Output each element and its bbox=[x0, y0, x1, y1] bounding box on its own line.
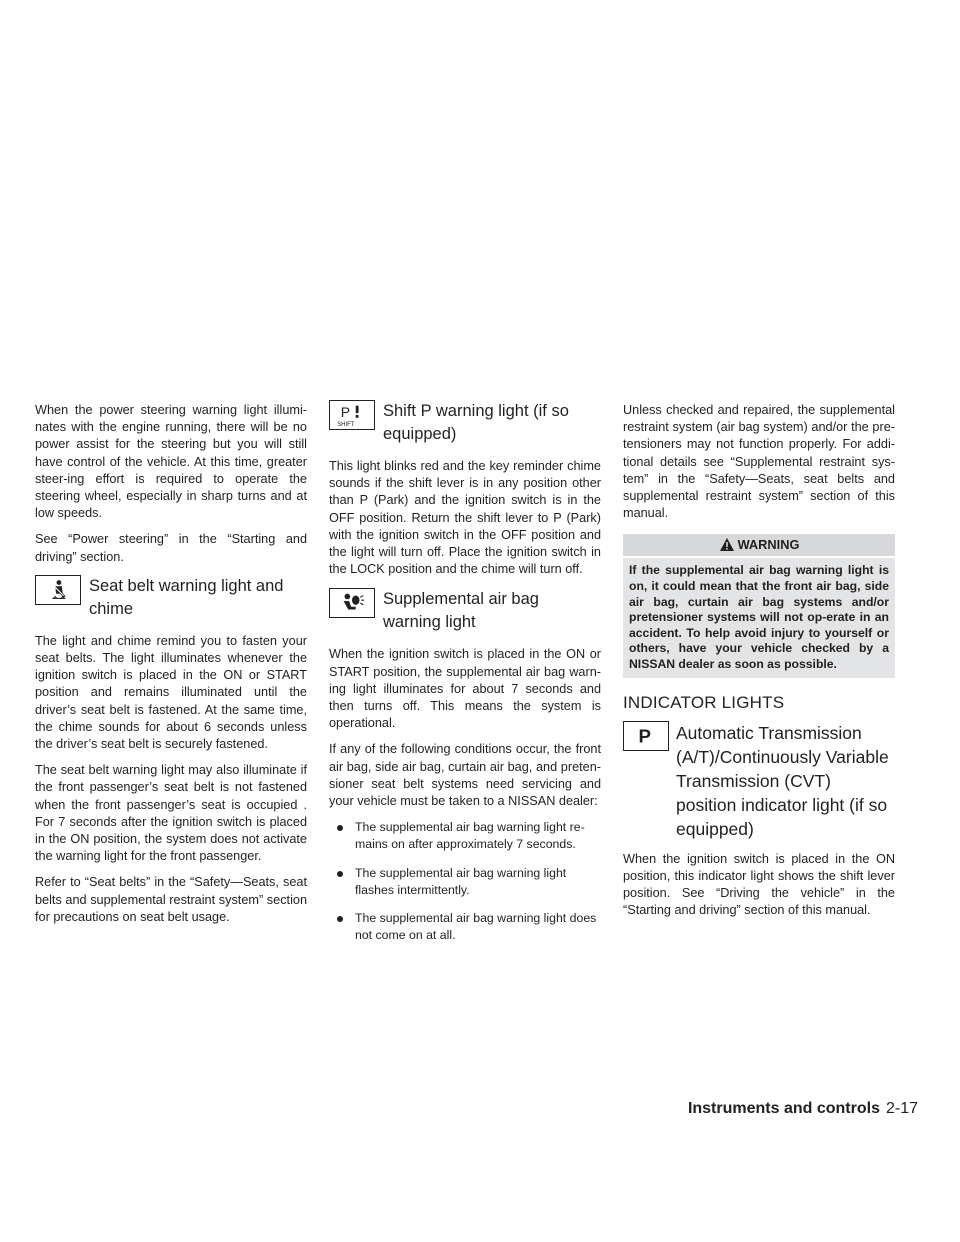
air-bag-icon bbox=[329, 588, 375, 618]
column-3 bbox=[623, 402, 895, 928]
list-item: The supplemental air bag warning light does not come on at all. bbox=[329, 910, 601, 944]
warning-label: WARNING bbox=[737, 537, 800, 553]
air-bag-paragraph-2: If any of the following conditions occur, the front air bag, side air bag, curtain air bag, and preten-sioner seat belt systems need servicing and your vehicle must be taken to a NISSAN dealer: bbox=[329, 742, 601, 809]
bullet-icon bbox=[337, 825, 343, 831]
at-indicator-paragraph: When the ignition switch is placed in the ON position, this indicator light shows the shift lever position. See “Driving the vehicle” in the “Starting and driving” section of this manual. bbox=[623, 851, 895, 918]
air-bag-title: Supplemental air bag warning light bbox=[383, 590, 539, 632]
seat-belt-paragraph-3: Refer to “Seat belts” in the “Safety—Seats, seat belts and supplemental restraint system” section for precautions on seat belt usage. bbox=[35, 875, 307, 924]
warning-text: If the supplemental air bag warning light is on, it could mean that the front air bag, side air bag, curtain air bag systems and/or pretensioner systems will not op-erate in an accident. To help avoid injury to yourself or others, have your vehicle checked by a NISSAN dealer as soon as possible. bbox=[623, 558, 895, 677]
seat-belt-paragraph-2: The seat belt warning light may also illuminate if the front passenger’s seat belt is not fastened when the front passenger’s seat is occupied . For 7 seconds after the ignition switch is placed in the ON position, the system does not activate the warning light for the front passenger. bbox=[35, 763, 307, 864]
shift-p-icon-text: SHIFT bbox=[337, 422, 355, 429]
at-icon-letter: P bbox=[638, 725, 651, 747]
list-item: The supplemental air bag warning light re-mains on after approximately 7 seconds. bbox=[329, 819, 601, 853]
bullet-icon bbox=[337, 916, 343, 922]
seat-belt-icon bbox=[35, 575, 81, 605]
page-number: 2-17 bbox=[885, 1100, 918, 1117]
seat-belt-paragraph-1: The light and chime remind you to fasten your seat belts. The light illuminates whenever the ignition switch is placed in the ON or START position and remains illuminated until the driver’s seat belt is fastened. At the same time, the chime sounds for about 6 seconds unless the driver’s seat belt is securely fastened. bbox=[35, 633, 307, 752]
seat-belt-heading bbox=[35, 575, 307, 621]
bullet-icon bbox=[337, 871, 343, 877]
power-steering-paragraph: When the power steering warning light illumi-nates with the engine running, there will be no power assist for the steering but you will still have control of the vehicle. At this time, greater steer-ing effort is required to operate the steering wheel, especially in sharp turns and at low speeds. bbox=[35, 403, 307, 521]
section-heading: INDICATOR LIGHTS bbox=[623, 692, 785, 712]
footer-section-label: Instruments and controls bbox=[687, 1100, 880, 1117]
shift-p-title: Shift P warning light (if so equipped) bbox=[383, 402, 569, 443]
air-bag-paragraph-1: When the ignition switch is placed in the ON or START position, the supplemental air bag warn-ing light illuminates for about 7 seconds and then turns off. This means the system is operational. bbox=[329, 647, 601, 731]
shift-p-paragraph: This light blinks red and the key reminder chime sounds if the shift lever is in any position other than P (Park) and the ignition switch is in the OFF position. Return the shift lever to P (Park) with the ignition switch in the OFF position and the light will turn off. Place the ignition switch in the LOCK position and the chime will turn off. bbox=[329, 459, 601, 577]
page-footer bbox=[688, 1100, 918, 1118]
warning-triangle-icon bbox=[719, 537, 735, 552]
shift-p-icon-letter: P bbox=[340, 403, 351, 420]
power-steering-reference: See “Power steering” in the “Starting and driving” section. bbox=[35, 532, 307, 564]
restraint-paragraph: Unless checked and repaired, the supplemental restraint system (air bag system) and/or the pre-tensioners may not function properly. For addi-tional details see “Supplemental restraint sys-tem” in the “Safety—Seats, seat belts and supplemental restraint system” section of this manual. bbox=[623, 403, 895, 521]
warning-header bbox=[623, 534, 895, 556]
list-item: The supplemental air bag warning light flashes intermittently. bbox=[329, 865, 601, 899]
column-1 bbox=[35, 402, 307, 935]
at-indicator-heading bbox=[623, 721, 895, 841]
shift-position-icon bbox=[623, 721, 669, 751]
air-bag-conditions-list bbox=[329, 819, 601, 944]
shift-p-icon bbox=[329, 400, 375, 430]
column-2 bbox=[329, 402, 601, 955]
seat-belt-title: Seat belt warning light and chime bbox=[89, 576, 284, 618]
at-indicator-title: Automatic Transmission (A/T)/Continuously Variable Transmission (CVT) position indicator light (if so equipped) bbox=[676, 722, 889, 839]
warning-box bbox=[623, 534, 895, 677]
air-bag-heading bbox=[329, 588, 601, 634]
shift-p-heading bbox=[329, 400, 601, 446]
